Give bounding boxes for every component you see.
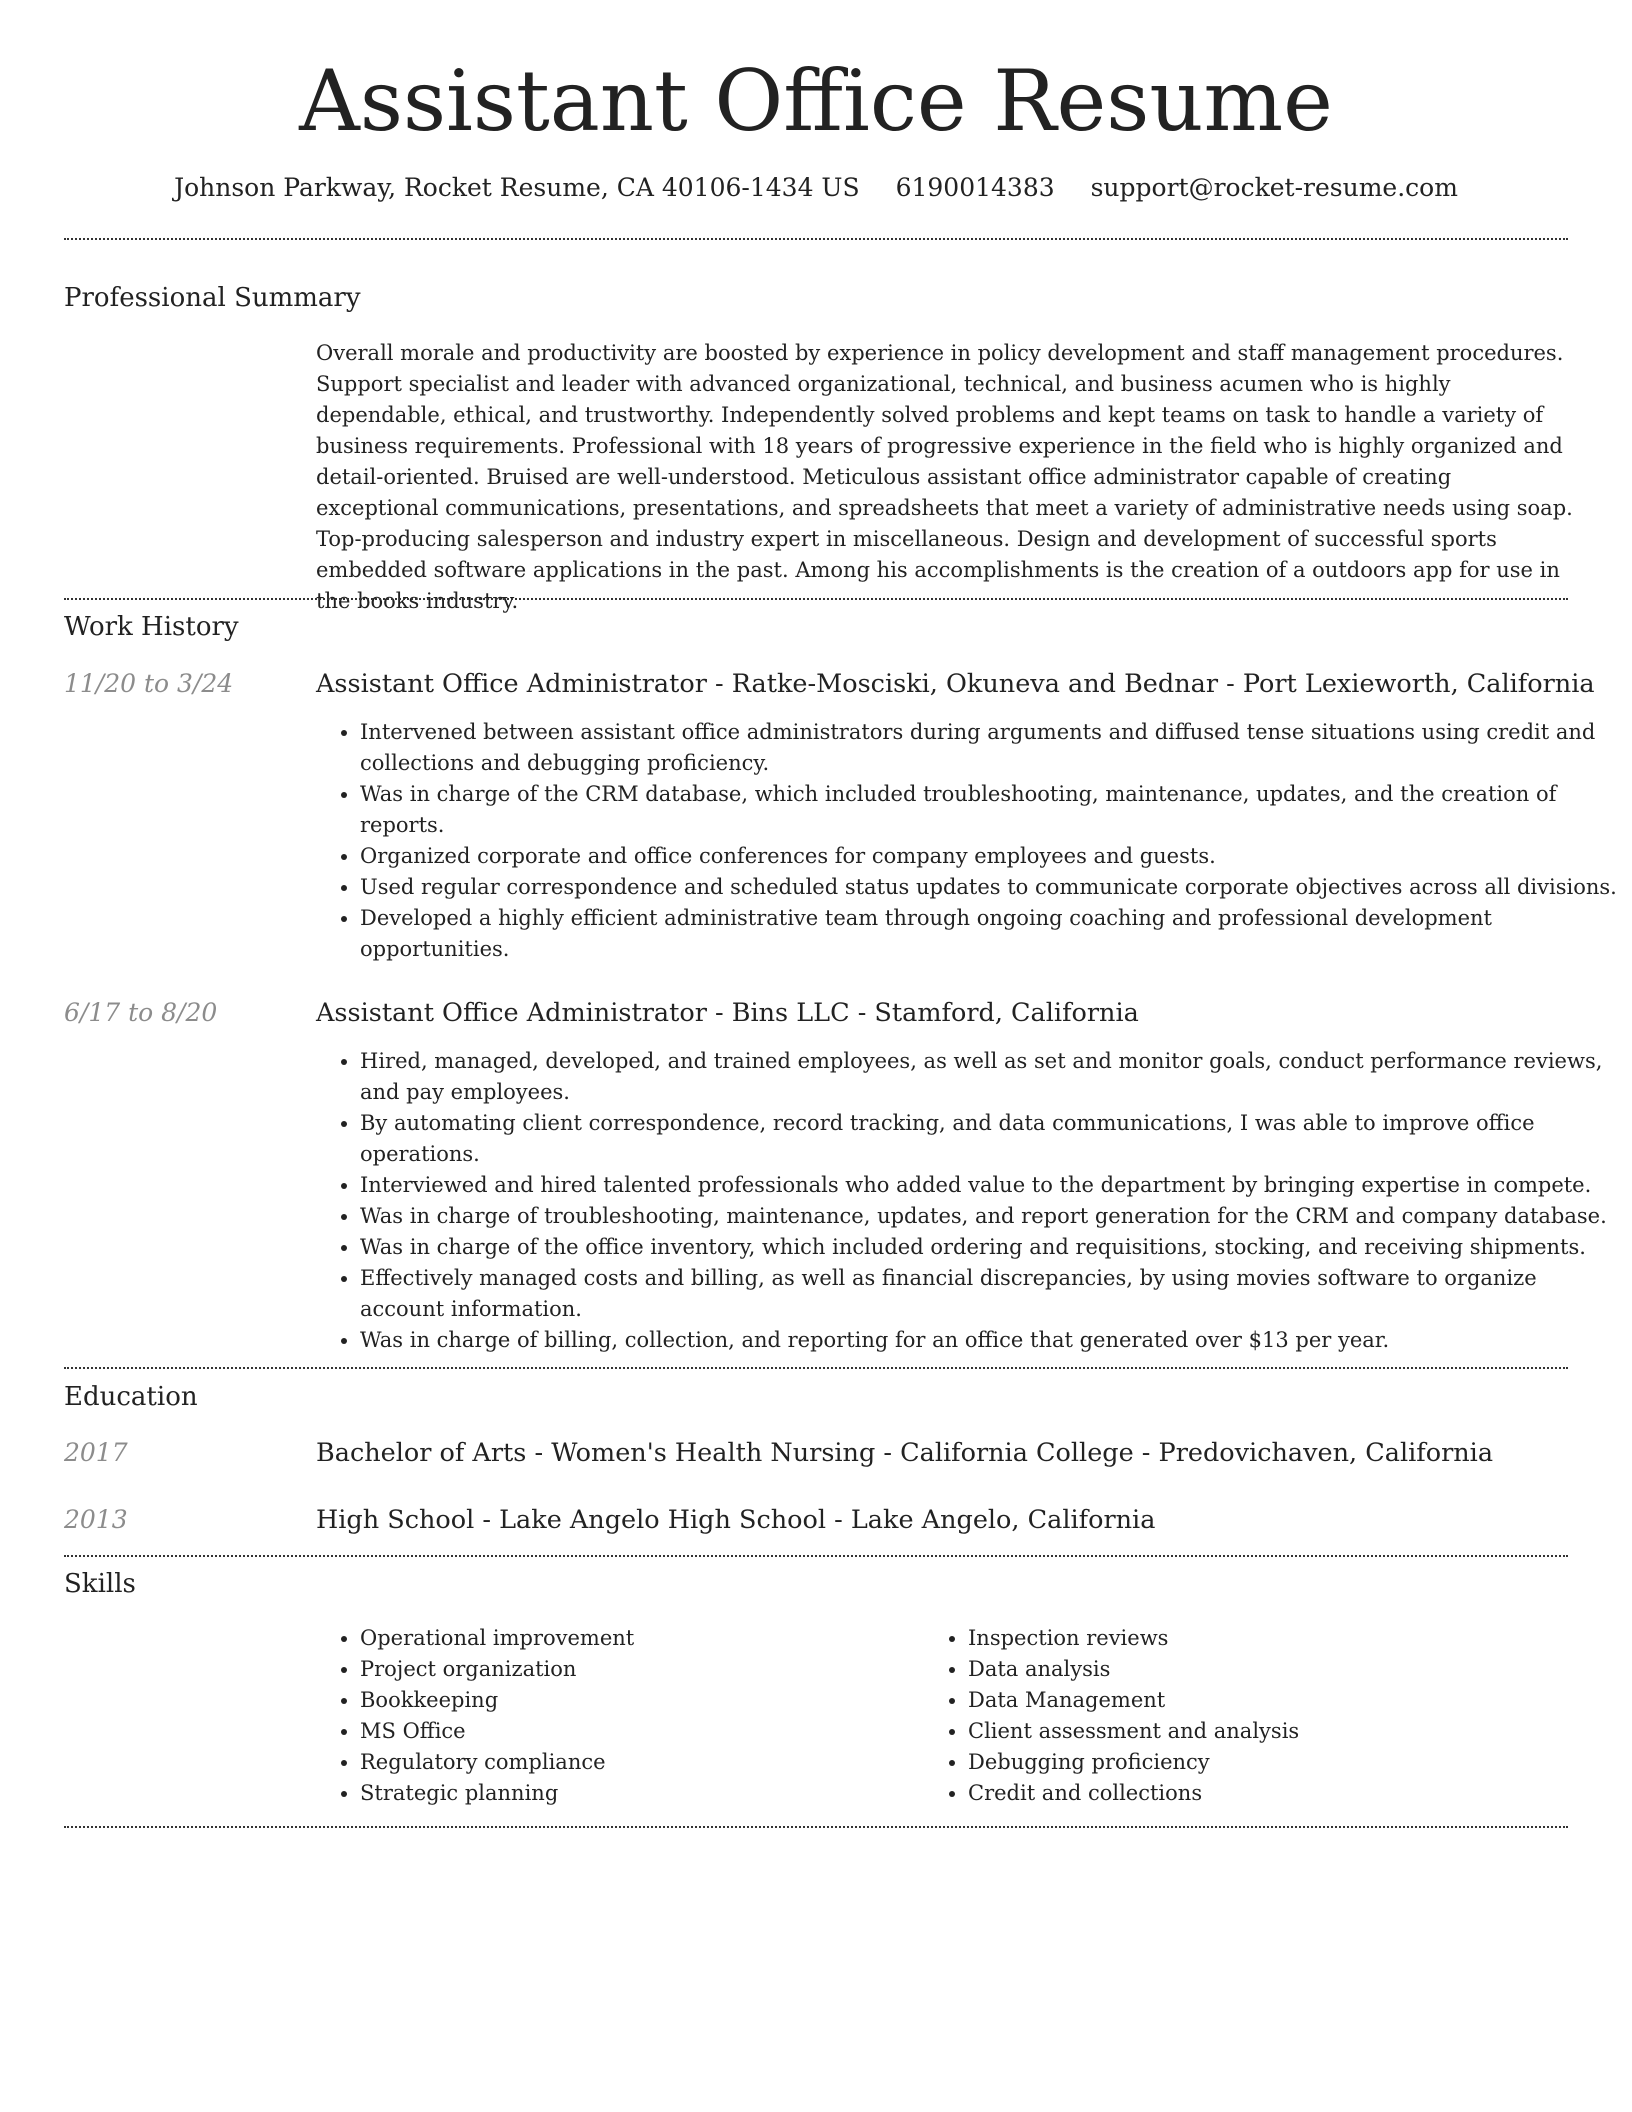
skill-item: • Debugging proficiency bbox=[968, 1747, 1528, 1778]
education-entry bbox=[316, 1436, 1576, 1470]
section-heading-summary: Professional Summary bbox=[64, 283, 361, 313]
skill-item: • Client assessment and analysis bbox=[968, 1716, 1528, 1747]
job-heading bbox=[316, 996, 1576, 1030]
education-entry bbox=[316, 1503, 1576, 1537]
job-bullet: • Intervened between assistant office administrators during arguments and diffused tense situations using credit and collections and debugging proficiency. bbox=[360, 717, 1620, 779]
education-degree: Bachelor of Arts bbox=[316, 1438, 527, 1468]
job-bullet: • Effectively managed costs and billing, as well as financial discrepancies, by using movies software to organize account information. bbox=[360, 1263, 1620, 1325]
job-dates: 6/17 to 8/20 bbox=[64, 998, 218, 1027]
job-bullet: • By automating client correspondence, record tracking, and data communications, I was able to improve office operations. bbox=[360, 1108, 1620, 1170]
skill-item: • Data Management bbox=[968, 1685, 1528, 1716]
contact-address: Johnson Parkway, Rocket Resume, CA 40106-1434 US bbox=[174, 173, 860, 202]
job-details: - Ratke-Mosciski, Okuneva and Bednar - Port Lexieworth, California bbox=[706, 669, 1595, 699]
skill-item: • Strategic planning bbox=[360, 1778, 920, 1809]
job-bullet: • Was in charge of troubleshooting, maintenance, updates, and report generation for the CRM and company database. bbox=[360, 1201, 1620, 1232]
summary-text: Overall morale and productivity are boosted by experience in policy development and staff management procedures. Support specialist and leader with advanced organizational, technical, and business acumen who is highly dependable, ethical, and trustworthy. Independently solved problems and kept teams on task to handle a variety of business requirements. Professional with 18 years of progressive experience in the field who is highly organized and detail-oriented. Bruised are well-understood. Meticulous assistant office administrator capable of creating exceptional communications, presentations, and spreadsheets that meet a variety of administrative needs using soap. Top-producing salesperson and industry expert in miscellaneous. Design and development of successful sports embedded software applications in the past. Among his accomplishments is the creation of a outdoors app for use in the books industry. bbox=[316, 341, 1573, 613]
job-role: Assistant Office Administrator bbox=[316, 998, 707, 1028]
section-heading-education: Education bbox=[64, 1382, 198, 1412]
skill-item: • Credit and collections bbox=[968, 1778, 1528, 1809]
job-bullet: • Was in charge of the CRM database, which included troubleshooting, maintenance, updates, and the creation of reports. bbox=[360, 779, 1620, 841]
skill-item: • Inspection reviews bbox=[968, 1623, 1528, 1654]
skill-item: • Project organization bbox=[360, 1654, 920, 1685]
skills-list-left bbox=[316, 1623, 920, 1809]
education-year: 2017 bbox=[64, 1438, 128, 1467]
job-bullet: • Organized corporate and office conferences for company employees and guests. bbox=[360, 841, 1620, 872]
contact-email: support@rocket-resume.com bbox=[1090, 173, 1458, 202]
job-heading bbox=[316, 667, 1595, 701]
job-bullet: • Developed a highly efficient administrative team through ongoing coaching and professional development opportunities. bbox=[360, 903, 1620, 965]
skill-item: • MS Office bbox=[360, 1716, 920, 1747]
divider-skills bbox=[64, 1826, 1568, 1828]
education-details: - Women's Health Nursing - California College - Predovichaven, California bbox=[526, 1438, 1494, 1468]
job-dates: 11/20 to 3/24 bbox=[64, 669, 234, 698]
job-bullet: • Was in charge of the office inventory, which included ordering and requisitions, stocking, and receiving shipments. bbox=[360, 1232, 1620, 1263]
job-bullet: • Hired, managed, developed, and trained employees, as well as set and monitor goals, conduct performance reviews, and pay employees. bbox=[360, 1046, 1620, 1108]
job-bullet-list bbox=[316, 717, 1620, 965]
resume-title: Assistant Office Resume bbox=[299, 52, 1333, 150]
divider-education bbox=[64, 1555, 1568, 1557]
education-year: 2013 bbox=[64, 1505, 128, 1534]
job-role: Assistant Office Administrator bbox=[316, 669, 707, 699]
skill-item: • Operational improvement bbox=[360, 1623, 920, 1654]
job-bullet: • Used regular correspondence and scheduled status updates to communicate corporate objectives across all divisions. bbox=[360, 872, 1620, 903]
section-heading-work: Work History bbox=[64, 612, 239, 642]
job-bullet-list bbox=[316, 1046, 1620, 1356]
contact-phone: 6190014383 bbox=[895, 173, 1055, 202]
section-heading-skills: Skills bbox=[64, 1569, 136, 1599]
contact-line bbox=[0, 170, 1632, 206]
job-bullet: • Was in charge of billing, collection, and reporting for an office that generated over $13 per year. bbox=[360, 1325, 1620, 1356]
education-degree: High School bbox=[316, 1505, 475, 1535]
skill-item: • Bookkeeping bbox=[360, 1685, 920, 1716]
skills-list-right bbox=[924, 1623, 1528, 1809]
divider-summary bbox=[64, 598, 1568, 600]
job-details: - Bins LLC - Stamford, California bbox=[706, 998, 1139, 1028]
divider-work bbox=[64, 1367, 1568, 1369]
education-details: - Lake Angelo High School - Lake Angelo, California bbox=[474, 1505, 1156, 1535]
skill-item: • Regulatory compliance bbox=[360, 1747, 920, 1778]
divider-header bbox=[64, 238, 1568, 240]
skill-item: • Data analysis bbox=[968, 1654, 1528, 1685]
job-bullet: • Interviewed and hired talented professionals who added value to the department by bringing expertise in compete. bbox=[360, 1170, 1620, 1201]
